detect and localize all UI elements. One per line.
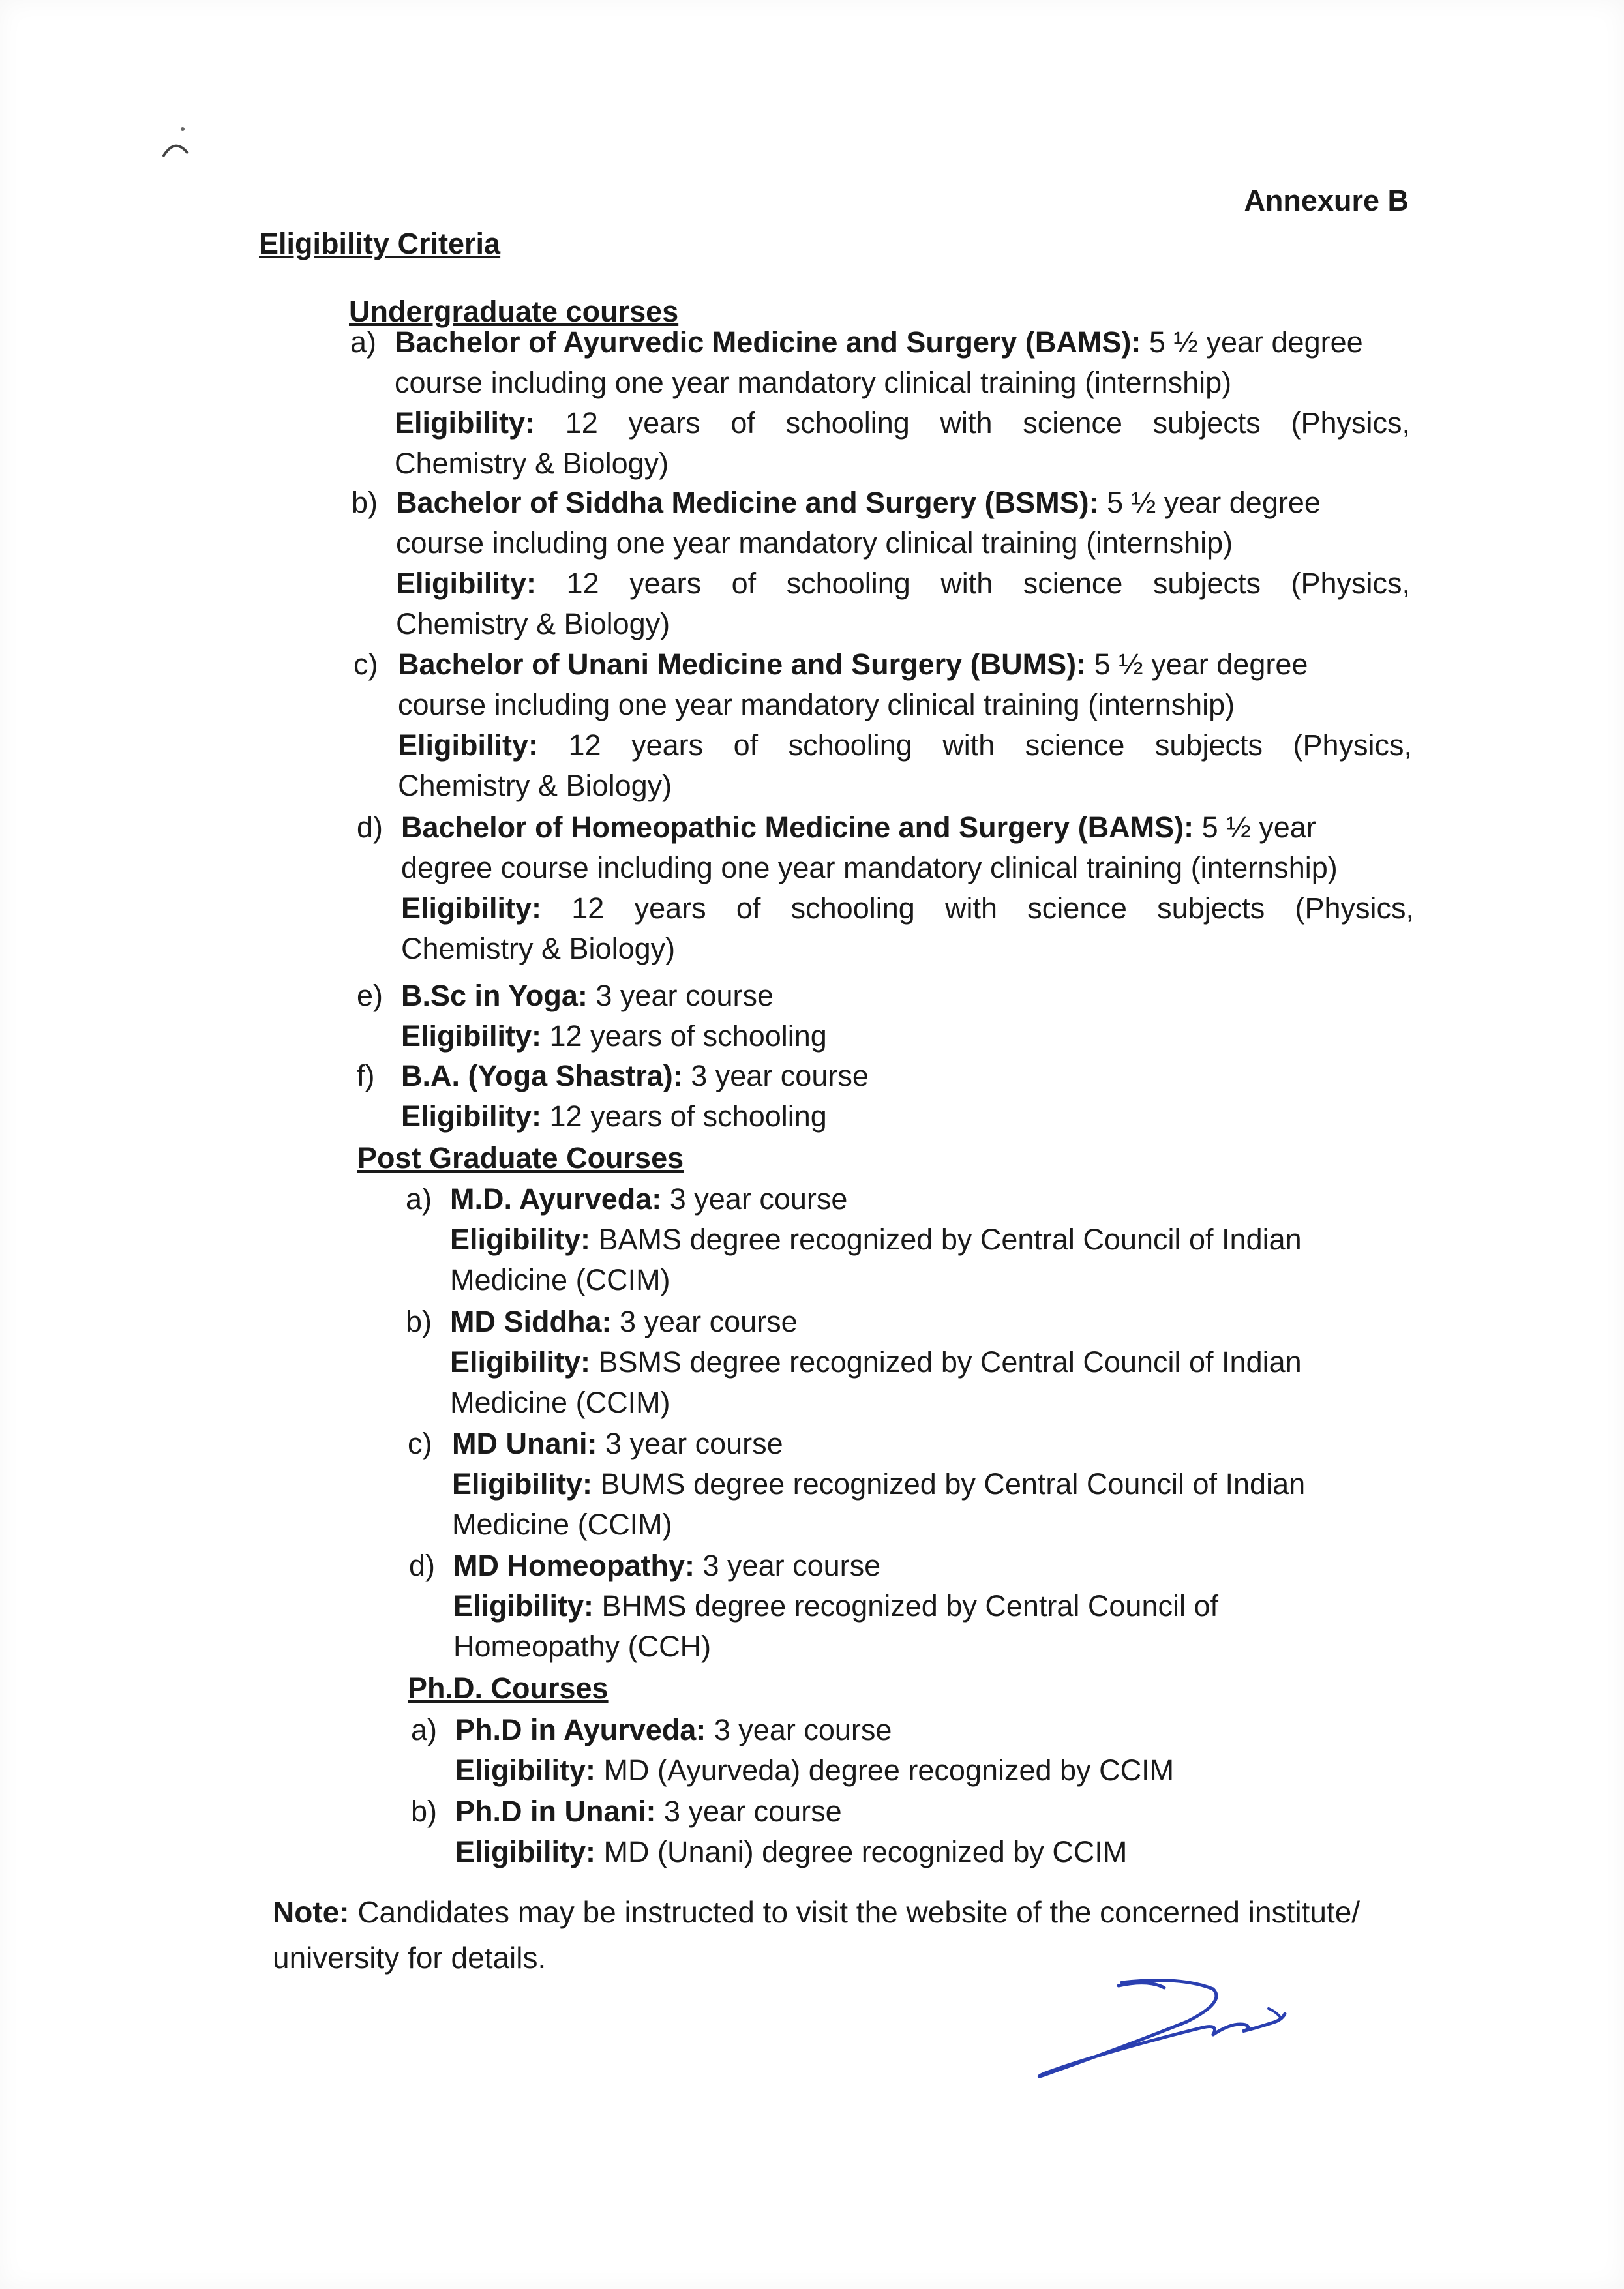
course-duration: 3 year course	[620, 1305, 798, 1338]
course-duration: 5 ½ year degree	[1094, 648, 1308, 681]
course-duration: 3 year course	[669, 1182, 848, 1216]
course-duration: 5 ½ year degree	[1107, 486, 1321, 519]
item-label: b)	[411, 1795, 438, 1828]
course-name: M.D. Ayurveda:	[450, 1182, 662, 1216]
course-duration: 3 year course	[691, 1059, 869, 1092]
eligibility-label: Eligibility:	[455, 1835, 596, 1868]
undergraduate-heading: Undergraduate courses	[349, 295, 679, 328]
eligibility-label: Eligibility:	[401, 1019, 542, 1053]
note-label: Note:	[273, 1895, 350, 1929]
item-label: e)	[357, 979, 383, 1012]
course-duration: 3 year course	[664, 1795, 842, 1828]
phd-heading: Ph.D. Courses	[408, 1671, 609, 1705]
item-label: c)	[353, 648, 378, 681]
item-label: d)	[357, 811, 383, 844]
course-name: Bachelor of Homeopathic Medicine and Surgery (BAMS):	[401, 811, 1194, 844]
eligibility-label: Eligibility:	[455, 1754, 596, 1787]
postgraduate-heading: Post Graduate Courses	[357, 1141, 684, 1174]
eligibility-text: BUMS degree recognized by Central Council of Indian	[600, 1467, 1306, 1501]
eligibility-text-cont: Chemistry & Biology)	[396, 607, 670, 640]
course-name: MD Siddha:	[450, 1305, 612, 1338]
item-label: b)	[352, 486, 378, 519]
course-name: B.Sc in Yoga:	[401, 979, 588, 1012]
course-name: Bachelor of Unani Medicine and Surgery (BUMS):	[398, 648, 1087, 681]
eligibility-text-cont: Chemistry & Biology)	[398, 769, 672, 802]
pg-item-md-ayurveda	[406, 1179, 1363, 1300]
eligibility-label: Eligibility:	[452, 1467, 593, 1501]
course-name: MD Homeopathy:	[453, 1549, 695, 1582]
pg-item-md-siddha	[406, 1302, 1363, 1423]
item-label: c)	[408, 1427, 432, 1460]
item-label: a)	[411, 1713, 438, 1746]
eligibility-text: 12 years of schooling with science subjects (Physics,	[568, 728, 1412, 762]
eligibility-label: Eligibility:	[450, 1223, 591, 1256]
eligibility-text: MD (Unani) degree recognized by CCIM	[603, 1835, 1128, 1868]
item-label: a)	[406, 1182, 432, 1216]
pg-item-md-homeopathy	[409, 1546, 1366, 1667]
course-duration: 5 ½ year	[1201, 811, 1316, 844]
eligibility-label: Eligibility:	[453, 1589, 594, 1623]
eligibility-label: Eligibility:	[401, 891, 542, 925]
course-name: Bachelor of Ayurvedic Medicine and Surgery (BAMS):	[395, 325, 1141, 359]
course-name: MD Unani:	[452, 1427, 597, 1460]
ug-item-ba-yoga	[357, 1056, 1249, 1137]
eligibility-label: Eligibility:	[395, 406, 535, 440]
eligibility-label: Eligibility:	[398, 728, 539, 762]
eligibility-text: BHMS degree recognized by Central Council of	[601, 1589, 1219, 1623]
ug-item-bsms	[352, 483, 1410, 644]
scan-mark-icon	[157, 117, 196, 163]
course-description: degree course including one year mandatory clinical training (internship)	[401, 851, 1338, 884]
item-label: f)	[357, 1059, 375, 1092]
eligibility-text: BSMS degree recognized by Central Council of Indian	[598, 1345, 1302, 1379]
course-name: Ph.D in Unani:	[455, 1795, 656, 1828]
eligibility-label: Eligibility:	[401, 1100, 542, 1133]
ug-item-bums	[353, 644, 1412, 806]
eligibility-text: 12 years of schooling	[549, 1019, 827, 1053]
eligibility-text-cont: Medicine (CCIM)	[450, 1263, 670, 1296]
note-text: Candidates may be instructed to visit the website of the concerned institute/ university for details.	[273, 1895, 1361, 1975]
eligibility-label: Eligibility:	[396, 567, 537, 600]
course-duration: 5 ½ year degree	[1149, 325, 1363, 359]
course-name: Ph.D in Ayurveda:	[455, 1713, 706, 1746]
eligibility-text-cont: Medicine (CCIM)	[450, 1386, 670, 1419]
eligibility-text: BAMS degree recognized by Central Council of Indian	[598, 1223, 1302, 1256]
course-duration: 3 year course	[714, 1713, 892, 1746]
item-label: b)	[406, 1305, 432, 1338]
phd-item-unani	[411, 1791, 1368, 1872]
item-label: d)	[409, 1549, 436, 1582]
course-duration: 3 year course	[595, 979, 774, 1012]
course-duration: 3 year course	[605, 1427, 783, 1460]
eligibility-text-cont: Homeopathy (CCH)	[453, 1630, 712, 1663]
pg-item-md-unani	[408, 1424, 1365, 1545]
eligibility-text: 12 years of schooling with science subjects (Physics,	[566, 567, 1410, 600]
eligibility-text-cont: Chemistry & Biology)	[401, 932, 676, 965]
course-duration: 3 year course	[702, 1549, 881, 1582]
course-description: course including one year mandatory clinical training (internship)	[396, 526, 1233, 560]
item-label: a)	[350, 325, 377, 359]
course-name: B.A. (Yoga Shastra):	[401, 1059, 683, 1092]
eligibility-text-cont: Medicine (CCIM)	[452, 1508, 672, 1541]
annexure-label: Annexure B	[1244, 184, 1409, 217]
eligibility-label: Eligibility:	[450, 1345, 591, 1379]
signature-icon	[1017, 1963, 1317, 2087]
ug-item-bams	[350, 322, 1410, 484]
eligibility-text: 12 years of schooling with science subjects (Physics,	[571, 891, 1414, 925]
page-title: Eligibility Criteria	[259, 227, 501, 260]
eligibility-text-cont: Chemistry & Biology)	[395, 447, 669, 480]
phd-item-ayurveda	[411, 1710, 1368, 1791]
course-description: course including one year mandatory clinical training (internship)	[395, 366, 1232, 399]
ug-item-bhms	[357, 807, 1414, 969]
course-name: Bachelor of Siddha Medicine and Surgery (BSMS):	[396, 486, 1099, 519]
course-description: course including one year mandatory clinical training (internship)	[398, 688, 1235, 721]
eligibility-text: 12 years of schooling	[549, 1100, 827, 1133]
eligibility-text: 12 years of schooling with science subjects (Physics,	[565, 406, 1410, 440]
ug-item-bsc-yoga	[357, 976, 1249, 1056]
eligibility-text: MD (Ayurveda) degree recognized by CCIM	[603, 1754, 1175, 1787]
